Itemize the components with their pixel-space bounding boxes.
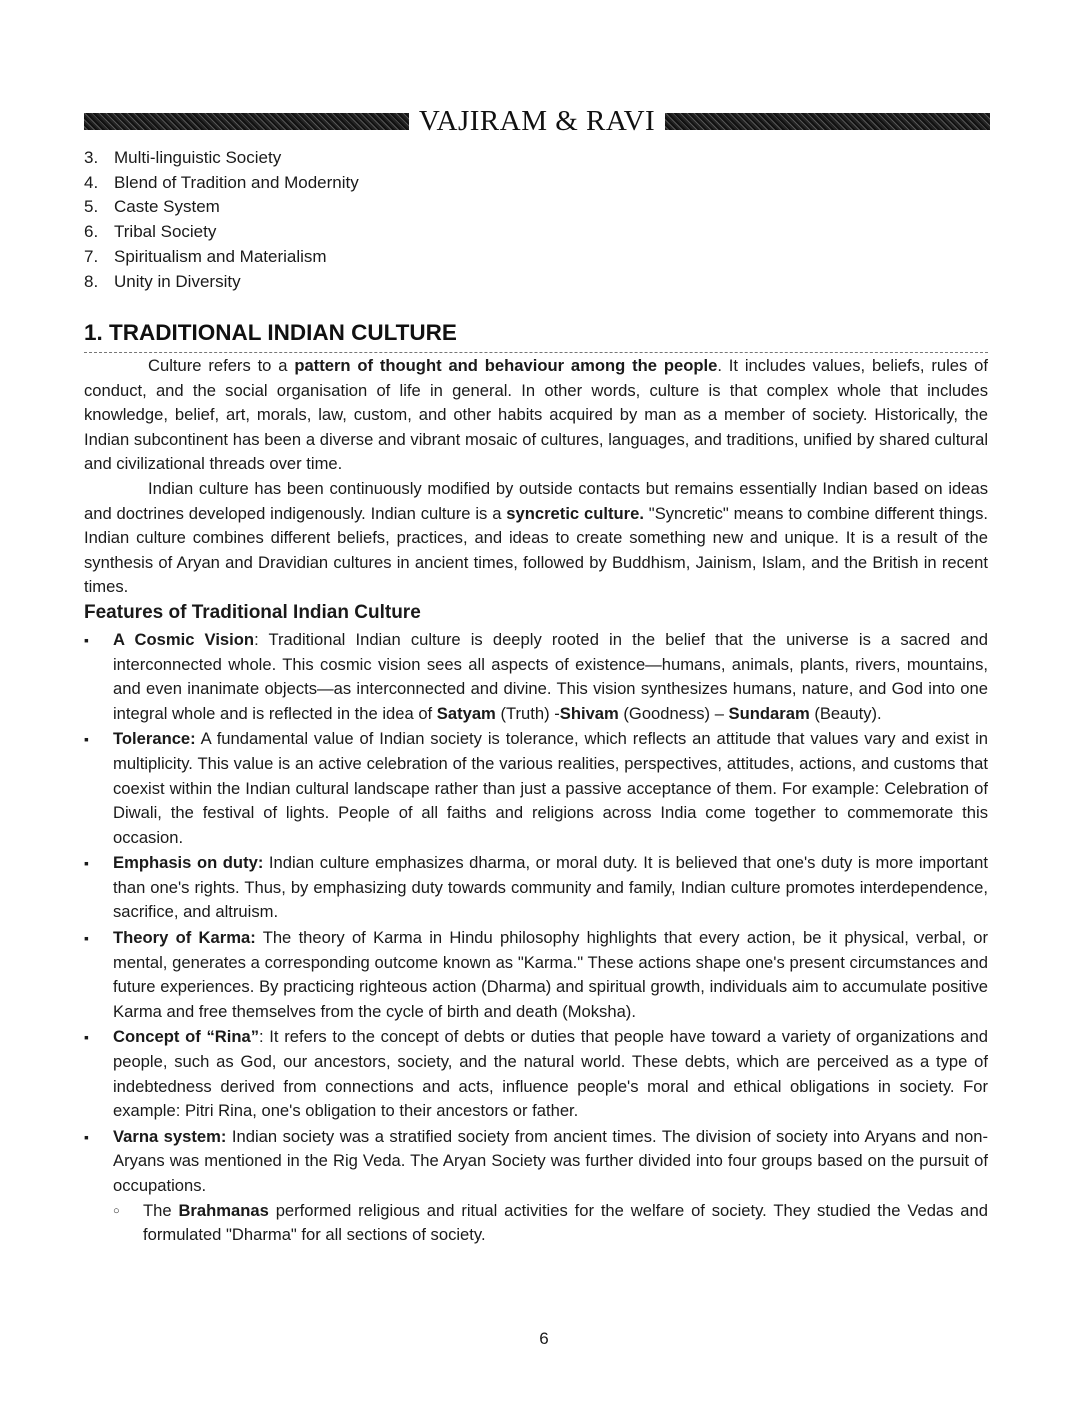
text: A fundamental value of Indian society is tolerance, which reflects an attitude that values vary and exist in multiplicity. This value is an active celebration of the various realities, perspectives, attitudes, actions, and customs that coexist within the Indian cultural landscape rather than just a passive acceptance of them. For example: Celebration of Diwali, the festival of lights. People of all faiths and religions across India come together to commemorate this occasion. (113, 729, 988, 847)
text: The (143, 1200, 179, 1220)
list-number: 6. (84, 222, 99, 242)
list-text: Unity in Diversity (114, 271, 241, 291)
list-number: 4. (84, 172, 99, 192)
section-title: 1. TRADITIONAL INDIAN CULTURE (84, 320, 457, 345)
intro-list (84, 146, 359, 294)
list-item (84, 195, 359, 220)
list-text: Caste System (114, 197, 220, 217)
bold-text: Satyam (436, 703, 496, 723)
text: Indian culture has been continuously modified by outside contacts but remains essentially Indian based on ideas and doctrines developed indigenously. Indian culture is a (84, 478, 988, 523)
text: : Traditional Indian culture is deeply rooted in the belief that the universe is a sacred and interconnected whole. This cosmic vision sees all aspects of existence—humans, animals, plants, rivers, mountains, and even inanimate objects—as interconnected and divine. This vision synthesizes humans, nature, and God into one integral whole and is reflected in the idea of (113, 629, 988, 723)
bold-text: pattern of thought and behaviour among the people (294, 356, 718, 375)
bold-text: Theory of Karma: (113, 928, 256, 948)
bullet-icon: ▪ (84, 1029, 89, 1046)
paragraph (84, 354, 988, 477)
text: (Goodness) – (618, 703, 729, 723)
text: Indian culture emphasizes dharma, or moral duty. It is believed that one's duty is more important than one's rights. Thus, by emphasizing duty towards community and family, Indian culture promotes interdependence, sacrifice, and altruism. (113, 853, 989, 922)
list-number: 8. (84, 271, 99, 291)
bullet-icon: ▪ (84, 930, 89, 947)
bold-text: Brahmanas (178, 1200, 269, 1220)
list-item (84, 146, 359, 171)
list-text: Blend of Tradition and Modernity (114, 172, 359, 192)
feature-item (84, 926, 988, 1024)
list-text: Multi-linguistic Society (114, 148, 282, 167)
list-item (84, 171, 359, 196)
sub-list (113, 1199, 988, 1248)
bullet-icon: ▪ (84, 1128, 89, 1145)
bold-text: Shivam (559, 703, 619, 723)
page-number: 6 (539, 1329, 549, 1348)
text: Indian society was a stratified society from ancient times. The division of society into Aryans and non-Aryans was mentioned in the Rig Veda. The Aryan Society was further divided into four groups based on the pursuit of occupations. (113, 1126, 988, 1195)
bullet-icon: ▪ (84, 855, 89, 872)
feature-item (84, 1025, 988, 1123)
list-text: Tribal Society (114, 222, 217, 242)
text: (Truth) - (495, 703, 560, 723)
bold-text: Varna system: (113, 1126, 227, 1146)
text: "Syncretic" means to combine different things. Indian culture combines different beliefs, practices, and ideas to create something new and unique. It is a result of the synthesis of Aryan and Dravidian cultures in ancient times, followed by Buddhism, Jainism, Islam, and the British in recent times. (84, 503, 988, 597)
page-header (84, 104, 990, 138)
text: (Beauty). (809, 703, 882, 723)
bold-text: syncretic culture. (506, 503, 644, 523)
header-title: VAJIRAM & RAVI (418, 104, 656, 137)
bold-text: A Cosmic Vision (113, 629, 255, 649)
feature-item (84, 727, 988, 850)
header-bar-left (84, 113, 409, 130)
text: performed religious and ritual activities for the welfare of society. They studied the Vedas and formulated "Dharma" for all sections of society. (143, 1200, 988, 1245)
bullet-icon: ▪ (84, 731, 89, 748)
features-title: Features of Traditional Indian Culture (84, 601, 421, 623)
list-text: Spiritualism and Materialism (114, 246, 327, 266)
text: : It refers to the concept of debts or duties that people have toward a variety of organizations and people, such as God, our ancestors, society, and the natural world. These debts, which are perceived as a type of indebtedness derived from connections and acts, influence people's moral and ethical obligations in society. For example: Pitri Rina, one's obligation to their ancestors or father. (113, 1027, 988, 1121)
list-item (84, 220, 359, 245)
list-item (84, 245, 359, 270)
bullet-icon: ▪ (84, 631, 89, 648)
list-number: 3. (84, 148, 99, 167)
text: Culture refers to a (148, 356, 295, 375)
document-body (84, 354, 988, 1249)
list-number: 7. (84, 246, 99, 266)
feature-item (84, 851, 988, 925)
bold-text: Concept of “Rina” (113, 1027, 259, 1047)
features-list (84, 628, 988, 1248)
list-item (84, 270, 359, 295)
bold-text: Tolerance: (113, 729, 196, 749)
feature-item (84, 1125, 988, 1248)
paragraph (84, 477, 988, 600)
divider (84, 352, 988, 353)
bold-text: Emphasis on duty: (113, 853, 264, 873)
header-bar-right (665, 113, 990, 130)
text: . It includes values, beliefs, rules of conduct, and the social organisation of life in general. In other words, culture is that complex whole that includes knowledge, belief, art, morals, law, custom, and other habits acquired by man as a member of society. Historically, the Indian subcontinent has been a diverse and vibrant mosaic of cultures, languages, and traditions, unified by shared cultural and civilizational threads over time. (84, 356, 988, 474)
sub-item (113, 1199, 988, 1248)
text: The theory of Karma in Hindu philosophy highlights that every action, be it physical, verbal, or mental, generates a corresponding outcome known as "Karma." These actions shape one's present circumstances and future experiences. By practicing righteous action (Dharma) and spiritual growth, individuals aim to accumulate positive Karma and free themselves from the cycle of birth and death (Moksha). (113, 928, 988, 1021)
circle-bullet-icon: ○ (113, 1204, 120, 1217)
list-number: 5. (84, 197, 99, 217)
bold-text: Sundaram (728, 703, 810, 723)
feature-item (84, 628, 988, 726)
